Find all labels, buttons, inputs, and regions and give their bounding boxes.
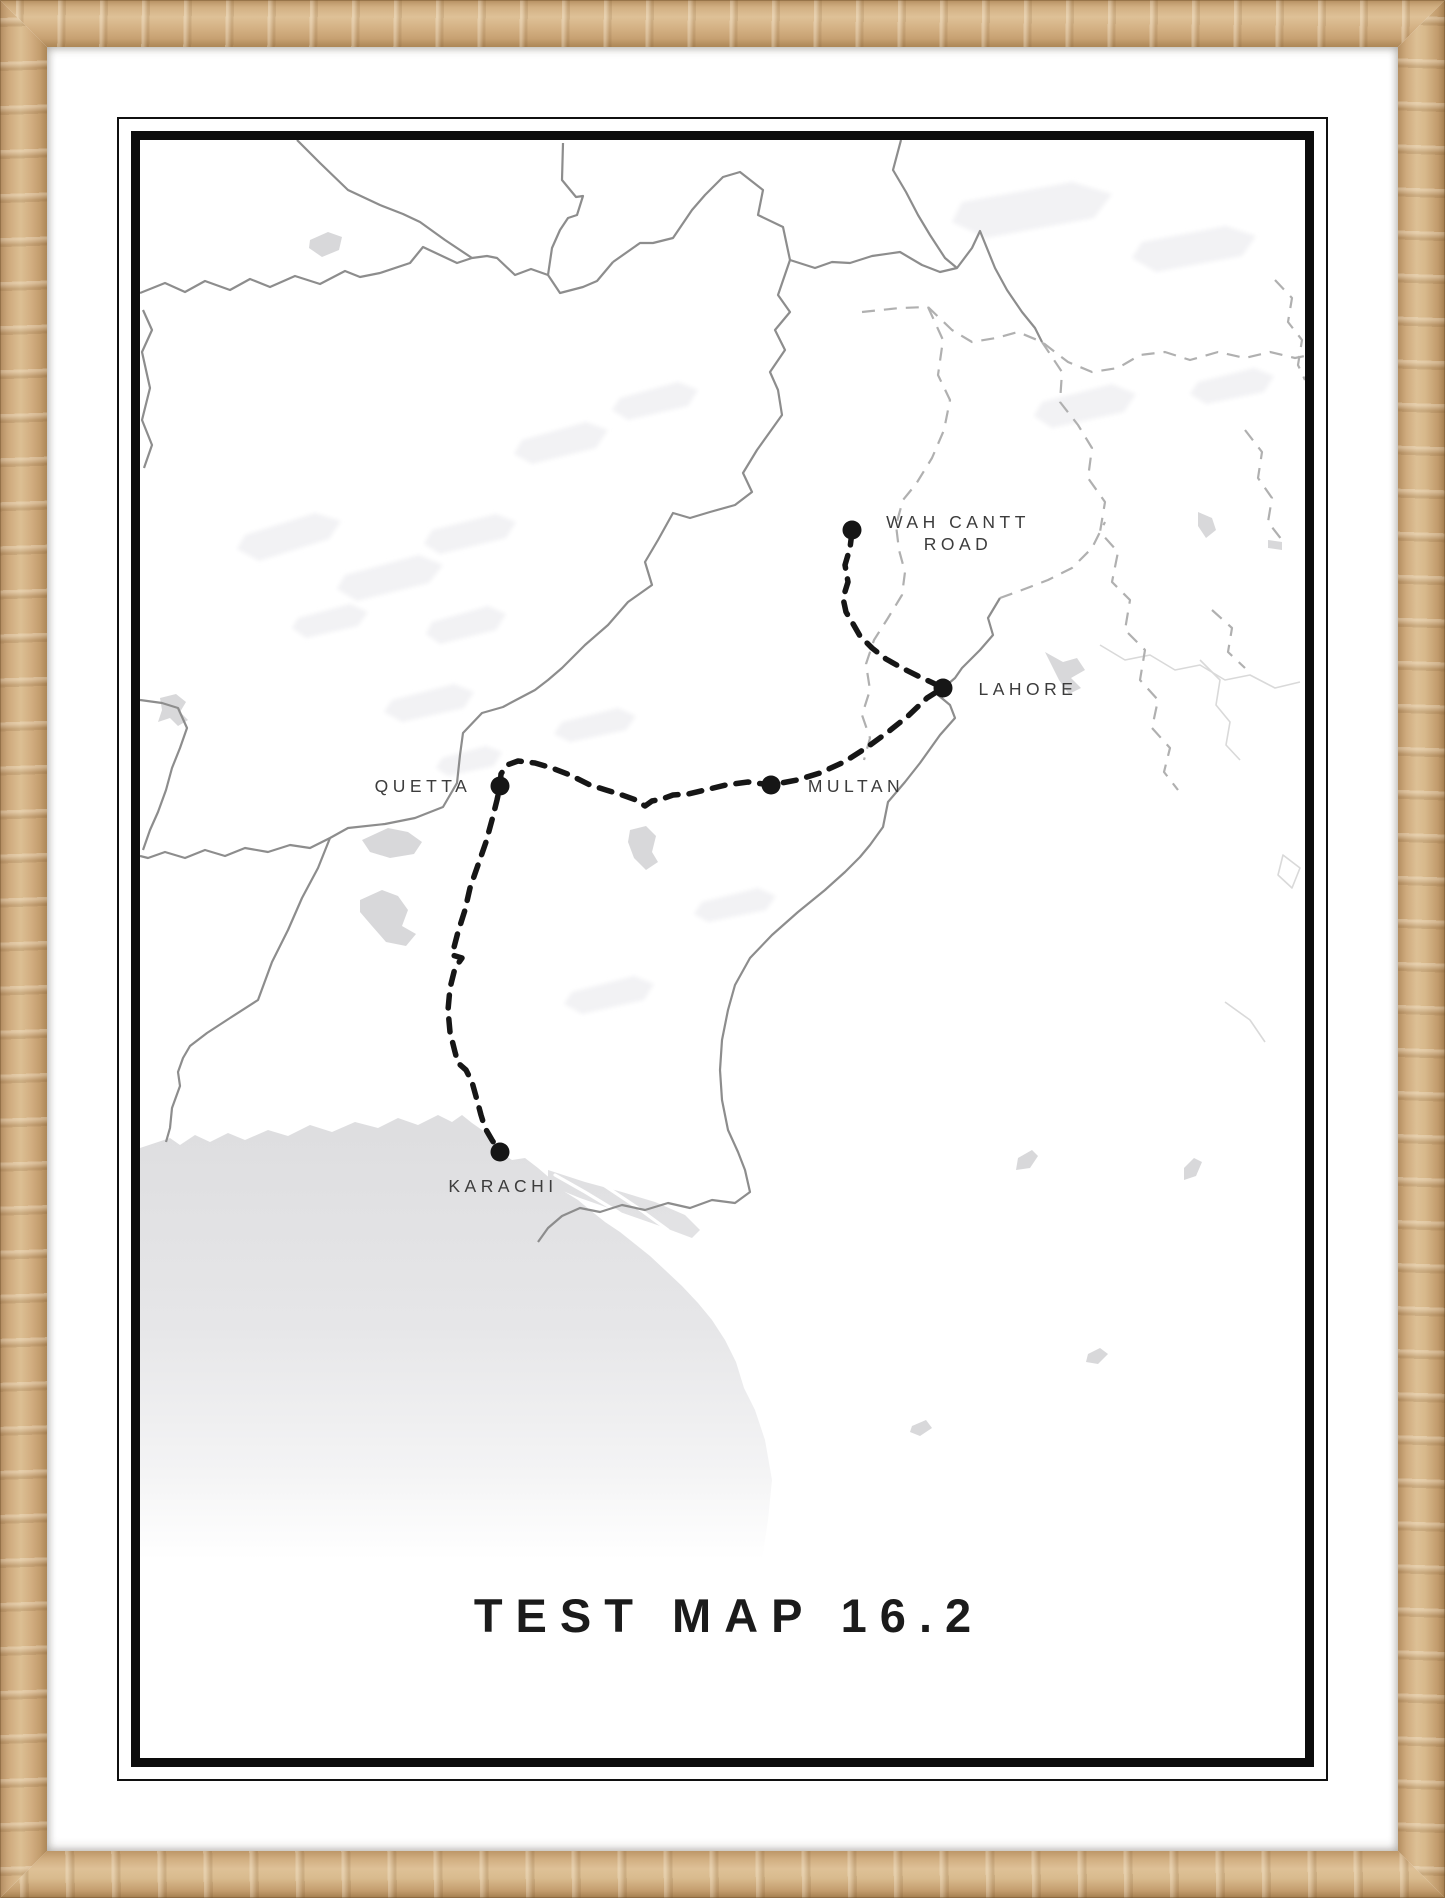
country-border	[166, 838, 330, 1142]
country-border	[790, 231, 1042, 342]
terrain-patch-dark	[910, 1420, 932, 1436]
country-border	[140, 247, 613, 293]
city-label-lahore: LAHORE	[978, 679, 1078, 699]
terrain-patch	[554, 708, 636, 742]
minor-borders-layer	[1100, 645, 1300, 1042]
poster-art	[140, 140, 1305, 1757]
terrain-patch-dark	[628, 826, 658, 870]
disputed-border	[928, 307, 1305, 372]
terrain-patch-dark	[362, 828, 422, 858]
terrain-patch-dark	[360, 890, 416, 946]
country-border	[548, 143, 583, 275]
city-dot-lahore	[934, 679, 953, 698]
terrain-patch	[292, 604, 368, 638]
city-label-karachi: KARACHI	[448, 1176, 558, 1196]
terrain-patch	[694, 888, 776, 922]
minor-border	[1100, 645, 1300, 688]
disputed-border	[1000, 522, 1105, 598]
disputed-border	[1275, 280, 1305, 380]
disputed-border	[1212, 610, 1245, 668]
terrain-patch-dark	[309, 232, 342, 257]
terrain-patch	[564, 976, 654, 1014]
disputed-border	[1245, 430, 1282, 540]
country-border	[142, 310, 152, 468]
terrain-patch-dark	[1086, 1348, 1108, 1364]
country-borders-layer	[140, 140, 1042, 1242]
terrain-patch	[514, 422, 608, 464]
frame-right	[1398, 0, 1445, 1898]
terrain-patch	[1034, 384, 1136, 428]
city-dot-karachi	[491, 1143, 510, 1162]
route-path	[448, 532, 943, 1152]
city-label-multan: MULTAN	[807, 776, 905, 796]
frame-bottom	[0, 1851, 1445, 1898]
map-svg	[140, 140, 1305, 1757]
terrain-patch-dark	[1198, 512, 1216, 538]
city-label-quetta: QUETTA	[374, 776, 472, 796]
terrain-patch-dark	[1184, 1158, 1202, 1180]
minor-border	[1200, 660, 1240, 760]
minor-border	[1225, 1002, 1265, 1042]
terrain-patch-dark	[1268, 540, 1282, 550]
city-label-wah-cantt-road: WAH CANTT ROAD	[886, 512, 1030, 554]
city-dot-quetta	[491, 777, 510, 796]
terrain-patch	[384, 684, 474, 722]
terrain-patch	[1132, 226, 1256, 272]
terrain-faint-layer	[237, 182, 1274, 1014]
frame-top	[0, 0, 1445, 47]
terrain-patch	[436, 746, 502, 776]
frame-left	[0, 0, 47, 1898]
terrain-patch	[426, 606, 506, 644]
terrain-patch	[337, 555, 443, 601]
poster-title: TEST MAP 16.2	[473, 1589, 985, 1642]
city-dot-multan	[762, 776, 781, 795]
terrain-patch-dark	[1016, 1150, 1038, 1170]
terrain-patch	[952, 182, 1112, 238]
terrain-patch	[612, 382, 698, 420]
route-layer	[448, 532, 943, 1152]
minor-border	[1278, 855, 1300, 888]
country-border	[893, 140, 957, 268]
city-dot-wah-cantt-road	[843, 521, 862, 540]
disputed-border	[862, 307, 928, 312]
terrain-patch	[237, 513, 341, 561]
terrain-patch	[1190, 368, 1274, 404]
terrain-patch	[424, 514, 516, 554]
